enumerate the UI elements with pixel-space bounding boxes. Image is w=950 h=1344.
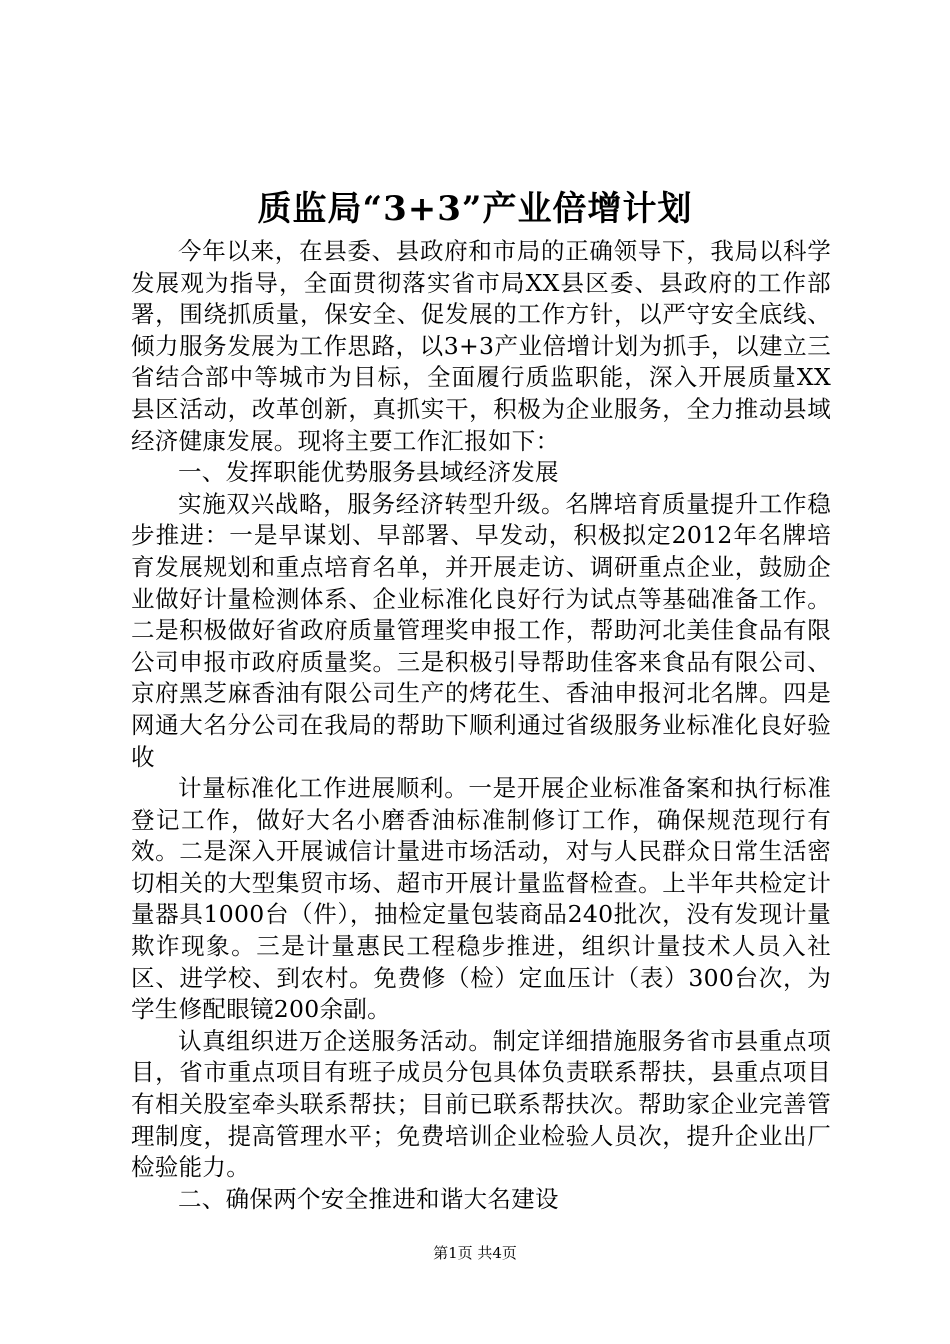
- section-heading-2: 二、确保两个安全推进和谐大名建设: [178, 1184, 559, 1213]
- metrology-paragraph: 计量标准化工作进展顺利。一是开展企业标准备案和执行标准登记工作，做好大名小磨香油标准制修订工作，确保规范现行有效。二是深入开展诚信计量进市场活动，对与人民群众日常生活密切相关的大型集贸市场、超市开展计量监督检查。上半年共检定计量器具1000台（件），抽检定量包装商品240批次，没有发现计量欺诈现象。三是计量惠民工程稳步推进，组织计量技术人员入社区、进学校、到农村。免费修（检）定血压计（表）300台次，为学生修配眼镜200余副。: [131, 774, 831, 1024]
- section-heading-1: 一、发挥职能优势服务县域经济发展: [178, 458, 559, 487]
- brand-cultivation-paragraph: 实施双兴战略，服务经济转型升级。名牌培育质量提升工作稳步推进：一是早谋划、早部署、早发动，积极拟定2012年名牌培育发展规划和重点培育名单，并开展走访、调研重点企业，鼓励企业做好计量检测体系、企业标准化良好行为试点等基础准备工作。二是积极做好省政府质量管理奖申报工作，帮助河北美佳食品有限公司申报市政府质量奖。三是积极引导帮助佳客来食品有限公司、京府黑芝麻香油有限公司生产的烤花生、香油申报河北名牌。四是网通大名分公司在我局的帮助下顺利通过省级服务业标准化良好验收: [131, 489, 831, 771]
- intro-paragraph: 今年以来，在县委、县政府和市局的正确领导下，我局以科学发展观为指导，全面贯彻落实省市局XX县区委、县政府的工作部署，围绕抓质量，保安全、促发展的工作方针，以严守安全底线、倾力服务发展为工作思路，以3+3产业倍增计划为抓手，以建立三省结合部中等城市为目标，全面履行质监职能，深入开展质量XX县区活动，改革创新，真抓实干，积极为企业服务，全力推动县域经济健康发展。现将主要工作汇报如下：: [131, 237, 831, 455]
- document-body: [131, 236, 831, 1215]
- enterprise-service-paragraph: 认真组织进万企送服务活动。制定详细措施服务省市县重点项目，省市重点项目有班子成员分包具体负责联系帮扶，县重点项目有相关股室牵头联系帮扶；目前已联系帮扶次。帮助家企业完善管理制度，提高管理水平；免费培训企业检验人员次，提升企业出厂检验能力。: [131, 1026, 831, 1182]
- page-number-footer: 第1页 共4页: [433, 1244, 517, 1262]
- document-title: 质监局“3+3”产业倍增计划: [257, 189, 693, 229]
